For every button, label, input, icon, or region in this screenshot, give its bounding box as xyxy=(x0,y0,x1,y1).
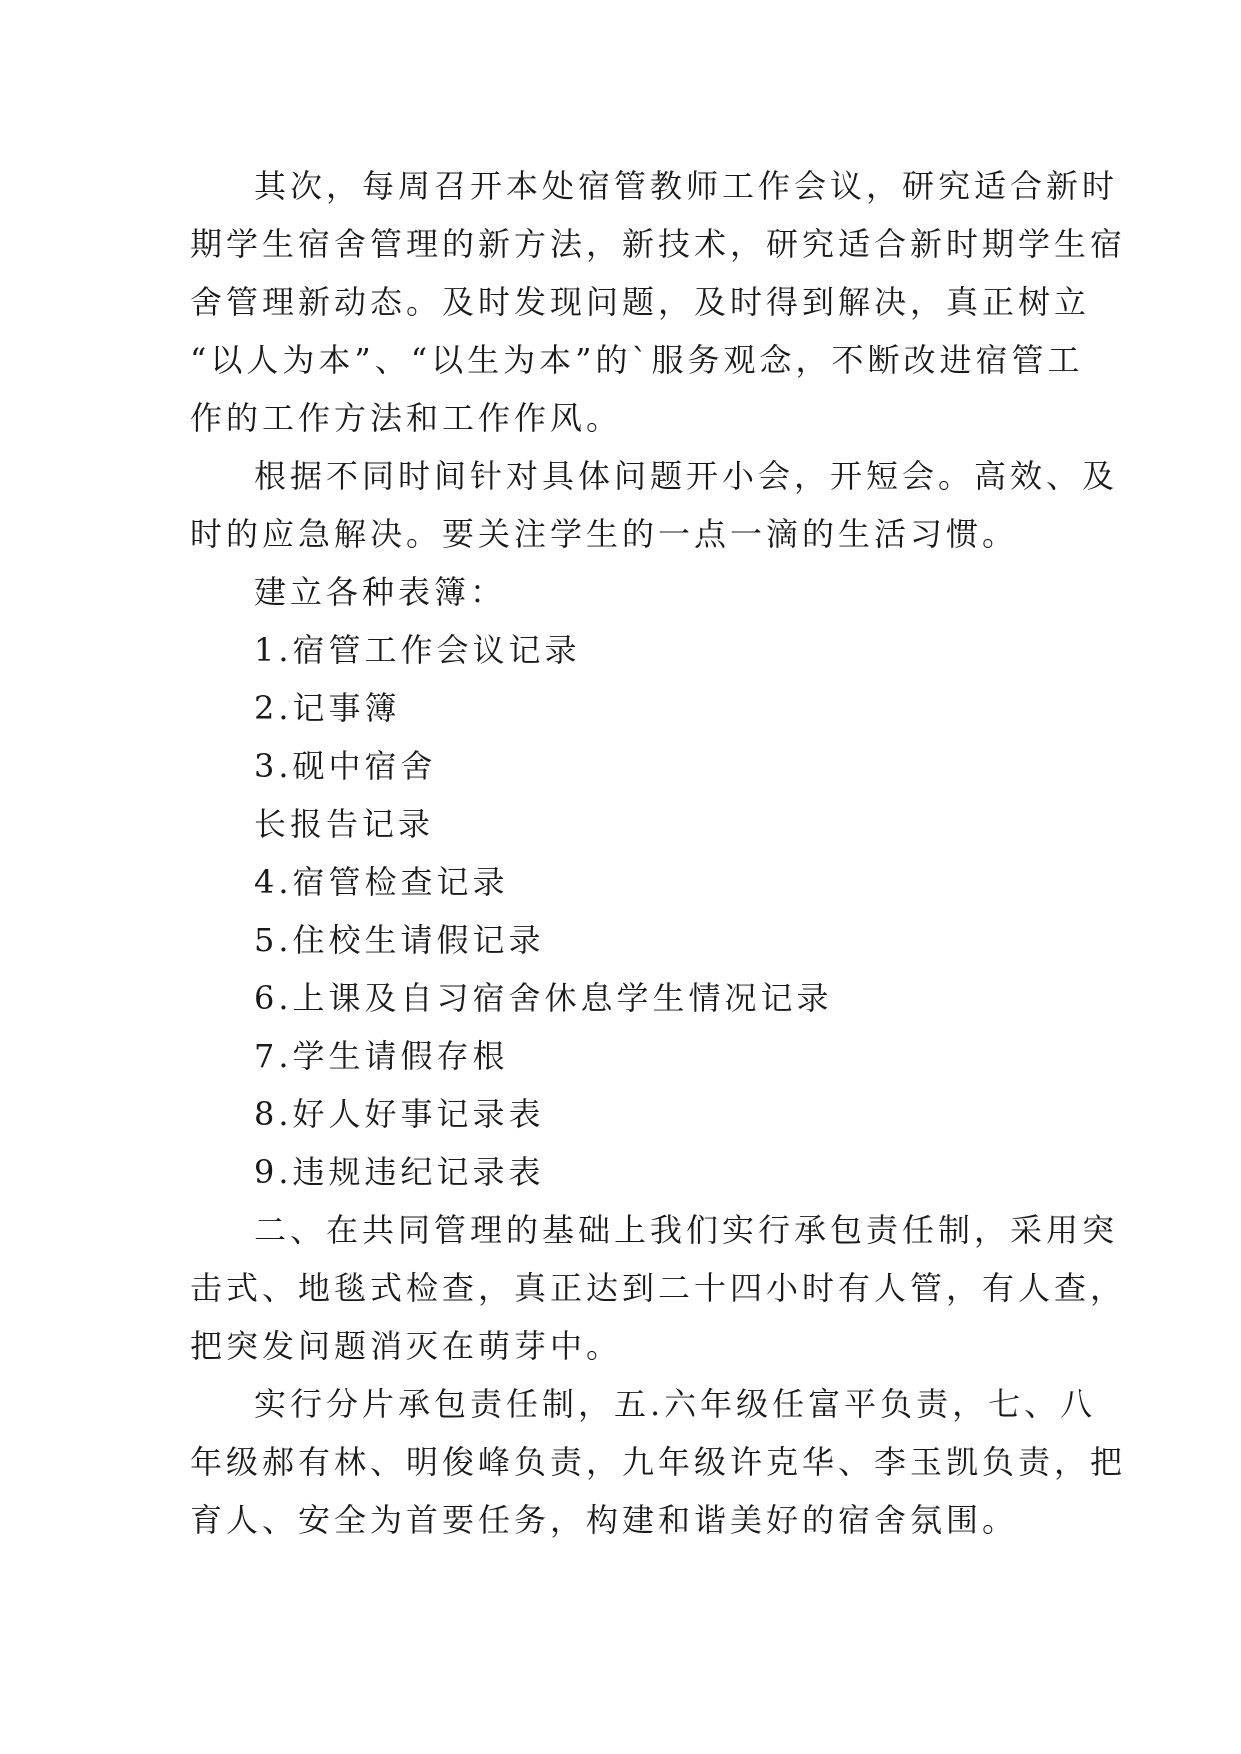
text-line: 期学生宿舍管理的新方法，新技术，研究适合新时期学生宿 xyxy=(190,225,1127,263)
list-item: 8.好人好事记录表 xyxy=(254,1095,545,1133)
text-line: 舍管理新动态。及时发现问题，及时得到解决，真正树立 xyxy=(190,283,1091,321)
list-item: 3.砚中宿舍 xyxy=(254,747,437,785)
text-line: 年级郝有林、明俊峰负责，九年级许克华、李玉凯负责，把 xyxy=(190,1443,1127,1481)
text-line: 击式、地毯式检查，真正达到二十四小时有人管，有人查， xyxy=(190,1269,1127,1307)
list-item: 7.学生请假存根 xyxy=(254,1037,509,1075)
text-line: 根据不同时间针对具体问题开小会，开短会。高效、及 xyxy=(254,457,1119,495)
text-line: “以人为本”、“以生为本”的`服务观念，不断改进宿管工 xyxy=(190,341,1084,379)
text-line: 时的应急解决。要关注学生的一点一滴的生活习惯。 xyxy=(190,515,1019,553)
text-line: 其次，每周召开本处宿管教师工作会议，研究适合新时 xyxy=(254,167,1119,205)
text-line: 作的工作方法和工作作风。 xyxy=(190,399,623,437)
list-item: 4.宿管检查记录 xyxy=(254,863,509,901)
list-item: 1.宿管工作会议记录 xyxy=(254,631,581,669)
text-line: 把突发问题消灭在萌芽中。 xyxy=(190,1327,623,1365)
text-line: 育人、安全为首要任务，构建和谐美好的宿舍氛围。 xyxy=(190,1501,1019,1539)
list-item-continuation: 长报告记录 xyxy=(254,805,435,843)
list-item: 6.上课及自习宿舍休息学生情况记录 xyxy=(254,979,833,1017)
text-line: 实行分片承包责任制，五.六年级任富平负责，七、八 xyxy=(254,1385,1097,1423)
list-item: 9.违规违纪记录表 xyxy=(254,1153,545,1191)
list-heading: 建立各种表簿： xyxy=(254,573,507,611)
list-item: 2.记事簿 xyxy=(254,689,401,727)
text-line: 二、在共同管理的基础上我们实行承包责任制，采用突 xyxy=(254,1211,1119,1249)
document-body xyxy=(190,157,1127,1549)
list-item: 5.住校生请假记录 xyxy=(254,921,545,959)
